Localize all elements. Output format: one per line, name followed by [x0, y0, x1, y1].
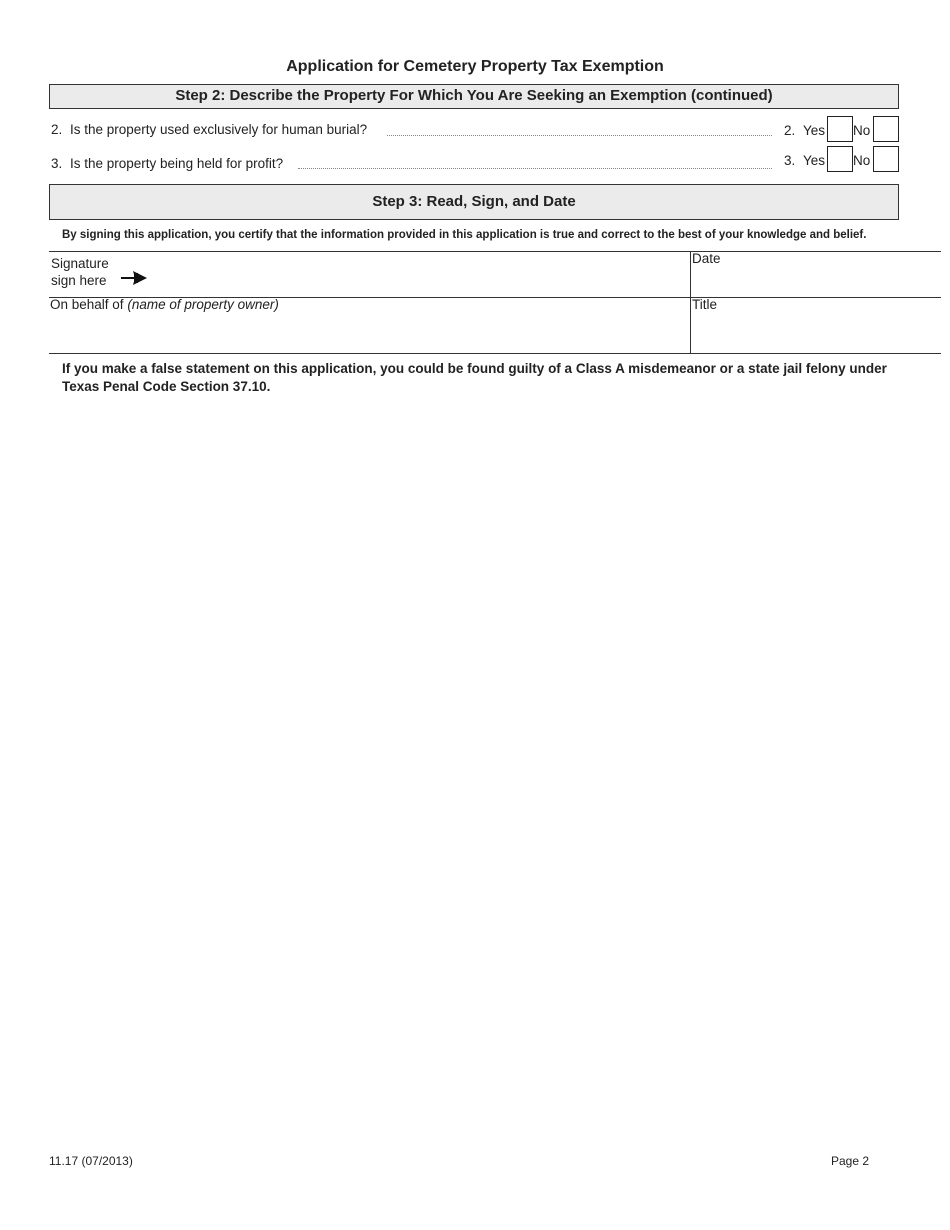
behalf-label: On behalf of [50, 297, 124, 312]
title-label: Title [692, 297, 718, 312]
date-field[interactable] [692, 250, 721, 267]
question-2 [51, 122, 367, 137]
answer-2-no-label: No [853, 123, 871, 138]
pointing-arrow-icon [121, 270, 149, 286]
question-3 [51, 156, 283, 171]
page-title: Application for Cemetery Property Tax Exemption [286, 58, 664, 75]
behalf-hint: (name of property owner) [127, 297, 279, 312]
behalf-field[interactable] [50, 296, 279, 313]
penalty-warning: If you make a false statement on this application, you could be found guilty of a Class A misdemeanor or a state jail felony under Texas Penal Code Section 37.10. [62, 361, 887, 394]
question-2-leader-dots [387, 135, 772, 136]
question-2-no-checkbox[interactable] [873, 116, 899, 142]
step2-header: Step 2: Describe the Property For Which You Are Seeking an Exemption (continued) [49, 84, 899, 109]
answer-3-number: 3. [784, 153, 796, 168]
question-2-yes-checkbox[interactable] [827, 116, 853, 142]
field-divider [690, 251, 691, 353]
page-number: Page 2 [831, 1154, 870, 1168]
signature-label-line1: Signature [51, 256, 109, 271]
question-3-no-checkbox[interactable] [873, 146, 899, 172]
signature-row-top-border [49, 251, 941, 252]
question-3-yes-checkbox[interactable] [827, 146, 853, 172]
question-3-leader-dots [298, 168, 772, 169]
question-2-text: Is the property used exclusively for human burial? [70, 122, 368, 137]
step3-header: Step 3: Read, Sign, and Date [49, 184, 899, 220]
signature-field[interactable] [51, 255, 109, 289]
date-label: Date [692, 251, 721, 266]
answer-2-yes-label: Yes [803, 123, 826, 138]
signature-label-line2: sign here [51, 273, 107, 288]
form-number: 11.17 (07/2013) [49, 1154, 133, 1168]
behalf-row-bottom-border [49, 353, 941, 354]
answer-2-number: 2. [784, 123, 796, 138]
title-field[interactable] [692, 296, 717, 313]
answer-3-no-label: No [853, 153, 871, 168]
question-3-text: Is the property being held for profit? [70, 156, 284, 171]
certification-statement: By signing this application, you certify that the information provided in this application is true and correct to the best of your knowledge and belief. [62, 229, 867, 241]
question-2-number: 2. [51, 122, 63, 137]
answer-3-yes-label: Yes [803, 153, 826, 168]
question-3-number: 3. [51, 156, 63, 171]
